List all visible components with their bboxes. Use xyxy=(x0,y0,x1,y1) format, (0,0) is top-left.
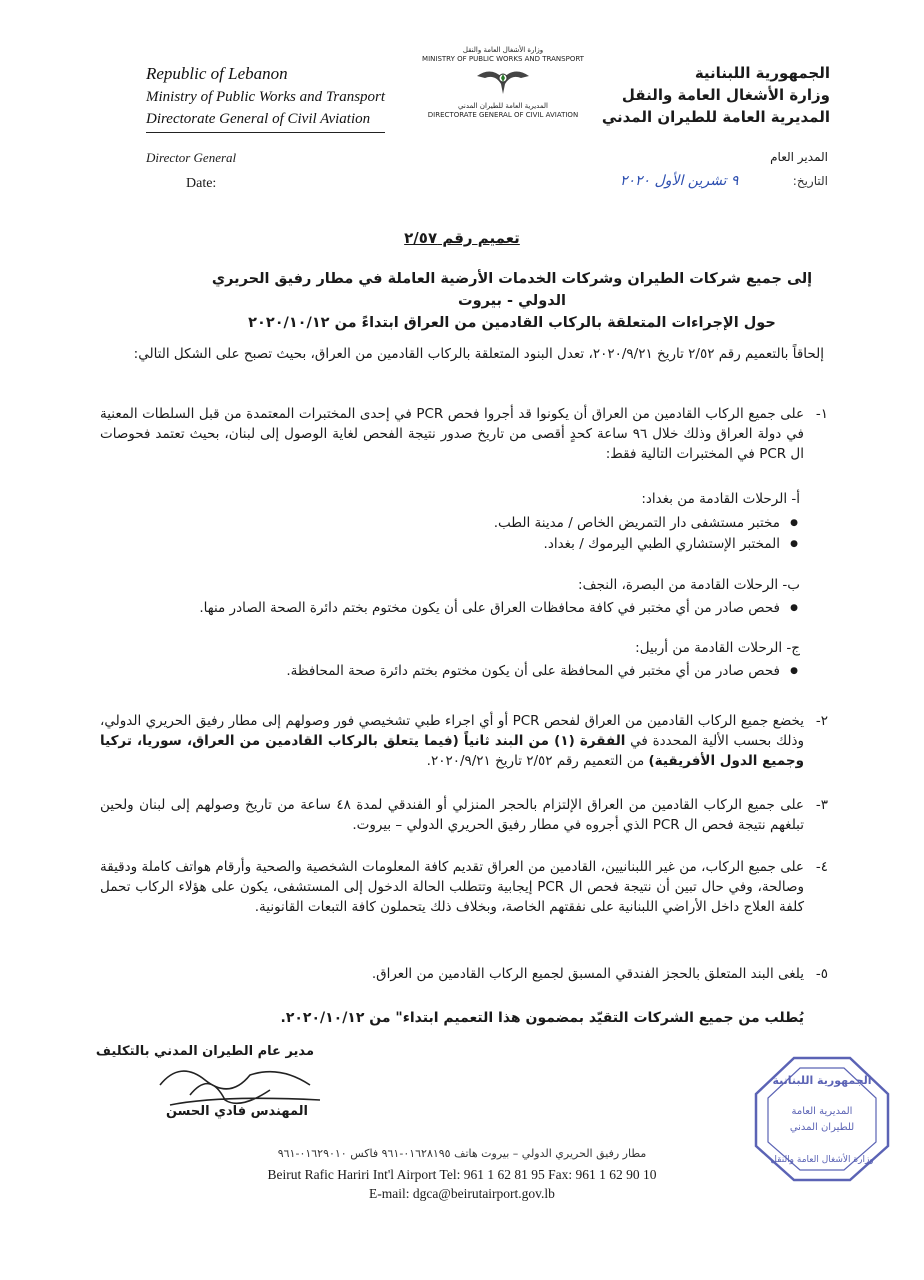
stamp-inner-text-1: المديرية العامة xyxy=(791,1106,853,1117)
sub-a-label: أ- الرحلات القادمة من بغداد: xyxy=(641,491,800,507)
item-3-number: ٣- xyxy=(815,797,828,813)
sub-b-list xyxy=(110,598,780,619)
sub-c-list xyxy=(110,661,780,682)
directorate-ar: المديرية العامة للطيران المدني xyxy=(601,108,830,126)
republic-ar: الجمهورية اللبنانية xyxy=(694,64,830,82)
item-2-text-bold: الفقرة (١) من البند ثانياً (فيما يتعلق بالركاب القادمين من العراق، سوريا، تركيا وجميع الدول الأفريقية) xyxy=(100,733,804,769)
eagle-emblem-icon xyxy=(473,64,533,98)
item-2 xyxy=(100,711,828,771)
item-4 xyxy=(100,857,828,917)
stamp-inner-text-2: للطيران المدني xyxy=(789,1122,855,1133)
item-2-text-a: يخضع جميع الركاب القادمين من العراق لفحص PCR أو أي اجراء طبي تشخيصي فور وصولهم إلى مطار رفيق الحريري الدولي، وذلك بحسب الألية المحددة في xyxy=(100,713,804,749)
item-4-number: ٤- xyxy=(815,859,828,875)
logo-dg-en: DIRECTORATE GENERAL OF CIVIL AVIATION xyxy=(427,111,579,119)
directorate-en: Directorate General of Civil Aviation xyxy=(146,108,385,133)
item-1-text: على جميع الركاب القادمين من العراق أن يكونوا قد أجروا فحص PCR في إحدى المختبرات المعتمدة من قبل السلطات المعنية في دولة العراق وذلك خلال ٩٦ ساعة كحدٍ أقصى من تاريخ صدور نتيجة الفحص لغاية الوصول إلى لبنان، بحيث تعتمد فحوصات ال PCR في المختبرات التالية فقط: xyxy=(100,406,805,462)
item-1-number: ١- xyxy=(815,406,828,422)
handwritten-date: ٩ تشرين الأول ٢٠٢٠ xyxy=(620,173,739,189)
circular-title xyxy=(0,229,924,247)
subject-line-1: إلى جميع شركات الطيران وشركات الخدمات الأرضية العاملة في مطار رفيق الحريري الدولي - بيروت xyxy=(211,271,813,309)
footer-email: E-mail: dgca@beirutairport.gov.lb xyxy=(369,1186,555,1201)
date-label-en: Date: xyxy=(186,176,217,191)
subject-line-2: حول الإجراءات المتعلقة بالركاب القادمين من العراق ابتداءً من ٢٠٢٠/١٠/١٢ xyxy=(248,315,776,331)
sub-b-label: ب- الرحلات القادمة من البصرة، النجف: xyxy=(578,577,800,593)
date-label-ar: التاريخ: xyxy=(792,174,828,188)
ministry-logo xyxy=(418,46,588,120)
sub-a-list xyxy=(110,513,780,555)
signatory-title: مدير عام الطيران المدني بالتكليف xyxy=(95,1044,314,1059)
list-item: ● فحص صادر من أي مختبر في كافة محافظات العراق على أن يكون مختوم بختم دائرة الصحة الصادر منها. xyxy=(110,598,780,619)
ministry-ar: وزارة الأشغال العامة والنقل xyxy=(621,86,830,104)
footer-english: Beirut Rafic Hariri Int'l Airport Tel: 961 1 62 81 95 Fax: 961 1 62 90 10 xyxy=(267,1167,657,1182)
director-general-ar: المدير العام xyxy=(770,150,828,164)
stamp-outer-text: الجمهورية اللبنانية xyxy=(772,1074,872,1087)
item-5 xyxy=(100,964,828,984)
signatory-name: المهندس فادي الحسن xyxy=(165,1104,308,1119)
sub-c-label: ج- الرحلات القادمة من أربيل: xyxy=(635,640,800,656)
intro-paragraph: إلحاقاً بالتعميم رقم ٢/٥٢ تاريخ ٢٠٢٠/٩/٢١، تعدل البنود المتعلقة بالركاب القادمين من العراق، بحيث تصبح على الشكل التالي: xyxy=(133,346,824,362)
logo-dg-ar: المديرية العامة للطيران المدني xyxy=(458,102,548,110)
stamp-bottom-text: وزارة الأشغال العامة والنقل xyxy=(770,1155,874,1165)
list-item: ● فحص صادر من أي مختبر في المحافظة على أن يكون مختوم بختم دائرة صحة المحافظة. xyxy=(110,661,780,682)
item-5-number: ٥- xyxy=(815,966,828,982)
logo-ministry-ar: وزارة الأشغال العامة والنقل xyxy=(462,46,544,54)
ministry-en: Ministry of Public Works and Transport xyxy=(146,89,386,105)
item-2-text-b: من التعميم رقم ٢/٥٢ تاريخ ٢٠٢٠/٩/٢١. xyxy=(426,753,649,769)
circular-title-text: تعميم رقم ٢/٥٧ xyxy=(404,229,520,247)
official-stamp-icon xyxy=(752,1054,892,1184)
subject xyxy=(200,268,824,334)
logo-ministry-en: MINISTRY OF PUBLIC WORKS AND TRANSPORT xyxy=(422,55,584,63)
item-1 xyxy=(100,404,828,464)
item-3-text: على جميع الركاب القادمين من العراق الإلتزام بالحجر المنزلي أو الفندقي لمدة ٤٨ ساعة من تاريخ وصولهم إلى لبنان ولحين تبلغهم نتيجة فحص ال PCR الذي أجروه في مطار رفيق الحريري الدولي – بيروت. xyxy=(100,797,804,833)
footer-arabic: مطار رفيق الحريري الدولي – بيروت هاتف ٠١٦٢٨١٩٥-٩٦١ فاكس ٠١٦٢٩٠١٠-٩٦١ xyxy=(277,1147,647,1160)
header-english xyxy=(146,62,385,133)
republic-en: Republic of Lebanon xyxy=(146,64,288,83)
list-item: ● المختبر الإستشاري الطبي اليرموك / بغداد. xyxy=(110,534,780,555)
item-2-number: ٢- xyxy=(815,713,828,729)
list-item: ● مختبر مستشفى دار التمريض الخاص / مدينة الطب. xyxy=(110,513,780,534)
director-general-en: Director General xyxy=(146,150,237,165)
item-3 xyxy=(100,795,828,835)
item-4-text: على جميع الركاب، من غير اللبنانيين، القادمين من العراق تقديم كافة المعلومات الشخصية والصحية وأرقام هواتف كاملة ودقيقة وصالحة، وفي حال تبين أن نتيجة فحص ال PCR إيجابية وتتطلب الحالة الدخول إلى المستشفى، يكون على هؤلاء الركاب تحمل كلفة العلاج داخل الأراضي اللبنانية على نفقتهم الخاصة، وبخلاف ذلك يتحملون كافة التبعات القانونية. xyxy=(100,859,804,915)
header-arabic xyxy=(602,62,830,128)
item-5-text: يلغى البند المتعلق بالحجز الفندقي المسبق لجميع الركاب القادمين من العراق. xyxy=(371,966,804,982)
final-instruction: يُطلب من جميع الشركات التقيّد بمضمون هذا التعميم ابتداء" من ٢٠٢٠/١٠/١٢. xyxy=(280,1010,804,1026)
